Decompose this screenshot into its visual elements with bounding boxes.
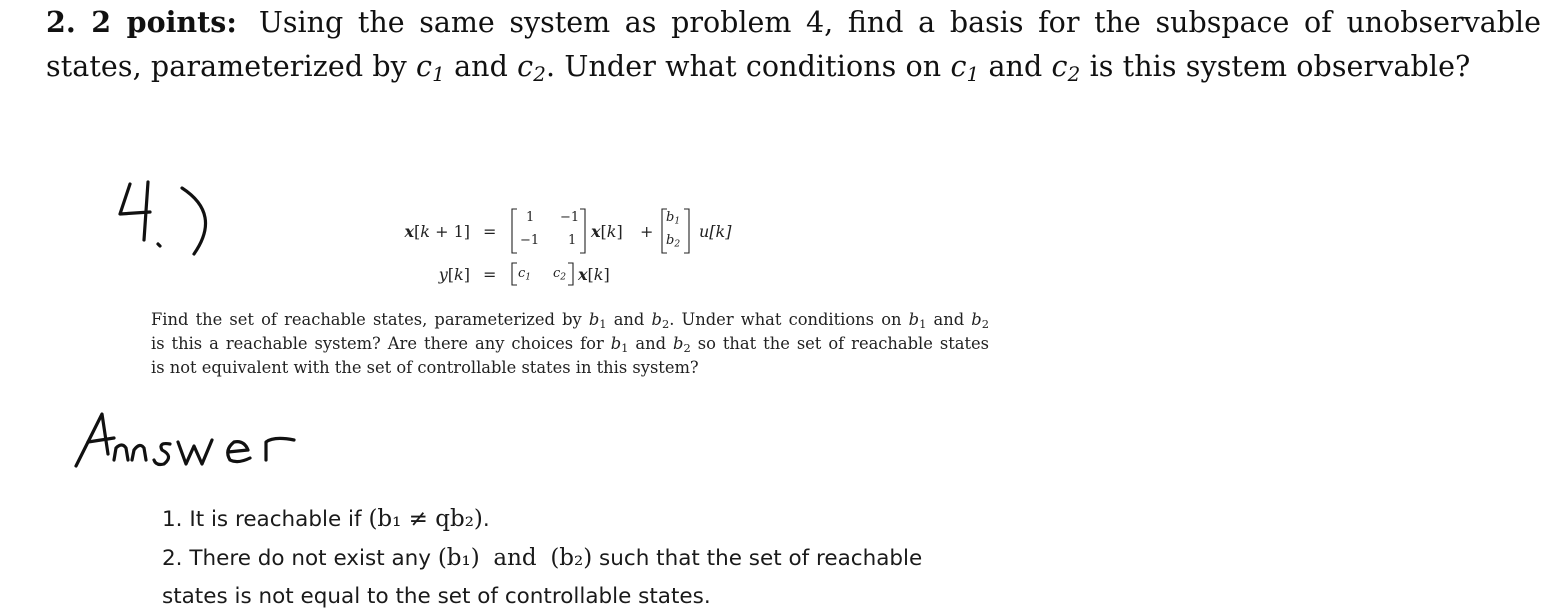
answer-1-text: 1. It is reachable if <box>162 507 362 532</box>
handwritten-problem-number <box>110 170 230 270</box>
problem-line-1 <box>46 0 1541 45</box>
eq1-uk: u[k] <box>699 222 732 241</box>
matrix-a-22: 1 <box>568 233 577 248</box>
eq2-equals: = <box>483 265 497 284</box>
problem-text-2c: . Under what conditions on <box>546 50 942 83</box>
problem-statement <box>46 0 1541 89</box>
problem-line-2 <box>46 45 1541 89</box>
answer-2-and: and <box>493 545 537 571</box>
vector-c2: $c_2$ <box>553 266 567 283</box>
matrix-a-12: −1 <box>560 210 580 225</box>
answer-2-b2: (b₂) <box>550 545 593 571</box>
eq1-equals: = <box>483 222 497 241</box>
matrix-a-21: −1 <box>520 233 540 248</box>
problem-text-1: Using the same system as problem 4, find a basis for the subspace of unobservable <box>258 6 1541 39</box>
problem-text-2d: and <box>988 50 1043 83</box>
prompt-line-1: Find the set of reachable states, parameterized by $b_1$ and $b_2$. Under what conditions on $b_1$ and $b_2$ <box>151 310 989 331</box>
answer-1-condition: (b₁ ≠ qb₂) <box>368 506 483 532</box>
eq2-xk: x[k] <box>578 265 610 284</box>
var-c2-b: $c_2$ <box>1051 50 1081 86</box>
answer-2-rest: such that the set of reachable <box>599 546 923 571</box>
handwritten-answer-heading <box>70 408 310 478</box>
prompt-line-3: is not equivalent with the set of controllable states in this system? <box>151 358 699 377</box>
eq1-xk: x[k] <box>591 222 623 241</box>
vector-c-left-bracket <box>510 262 518 286</box>
problem-text-2b: and <box>454 50 508 83</box>
matrix-a-left-bracket <box>510 208 518 254</box>
vector-b1: $b_1$ <box>666 210 681 227</box>
eq1-lhs: x[k + 1] <box>404 222 470 241</box>
problem-text-2e: is this system observable? <box>1089 50 1471 83</box>
problem-label: 2. 2 points: <box>46 5 237 39</box>
vector-b-right-bracket <box>683 208 691 254</box>
answer-2-text: 2. There do not exist any <box>162 546 431 571</box>
var-c1-b: $c_1$ <box>950 50 980 86</box>
eq2-lhs: y[k] <box>438 265 470 284</box>
var-c2: $c_2$ <box>517 50 546 86</box>
answer-list <box>162 500 1062 616</box>
answer-2-b1: (b₁) <box>437 545 480 571</box>
problem-4-prompt <box>151 308 989 380</box>
matrix-a-right-bracket <box>579 208 587 254</box>
eq1-plus: + <box>640 222 654 241</box>
vector-b2: $b_2$ <box>666 233 681 250</box>
var-c1: $c_1$ <box>416 50 445 86</box>
prompt-line-2: is this a reachable system? Are there any choices for $b_1$ and $b_2$ so that the set of reachable states <box>151 334 989 355</box>
vector-c1: $c_1$ <box>518 266 532 283</box>
answer-2 <box>162 539 1062 578</box>
system-equations <box>360 205 760 285</box>
matrix-a-11: 1 <box>526 210 535 225</box>
answer-1: 1. It is reachable if (b₁ ≠ qb₂). <box>162 506 490 532</box>
vector-c-right-bracket <box>567 262 575 286</box>
answer-2-continued: states is not equal to the set of controllable states. <box>162 584 711 609</box>
problem-text-2a: states, parameterized by <box>46 50 407 83</box>
